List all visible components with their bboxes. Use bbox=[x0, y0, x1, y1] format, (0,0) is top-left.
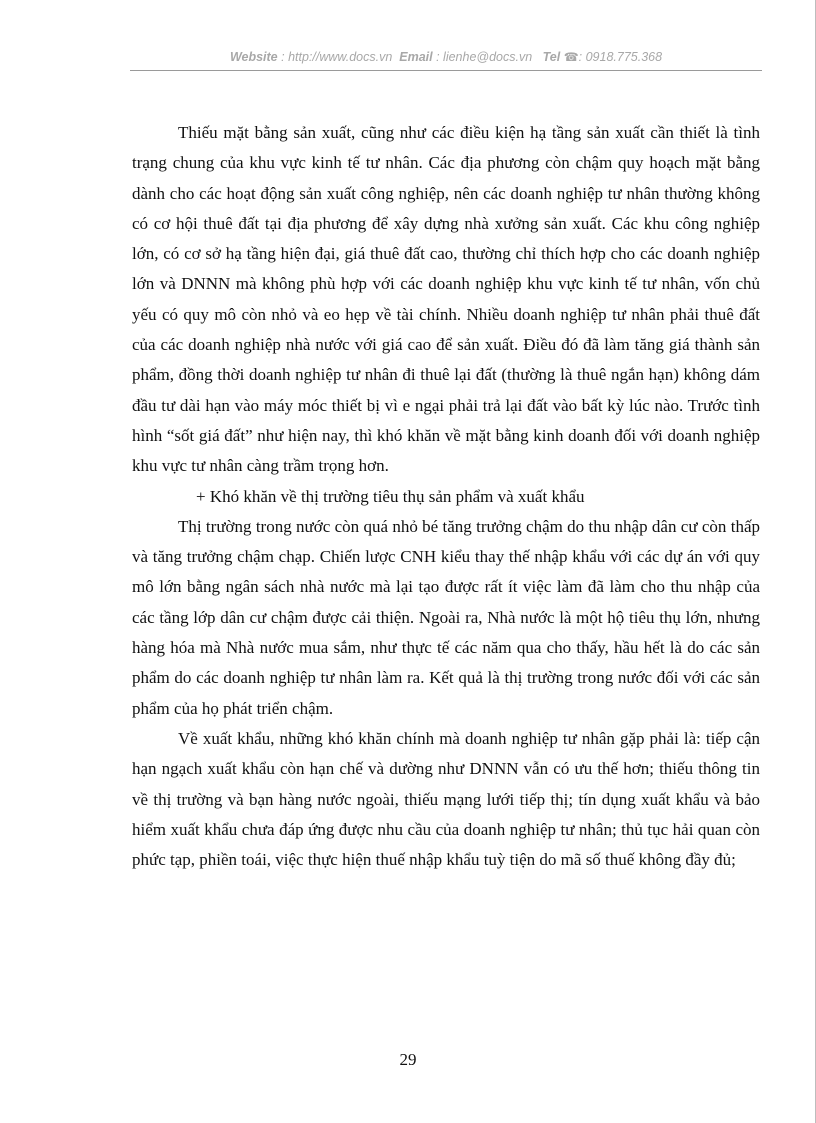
tel-value: : 0918.775.368 bbox=[578, 50, 663, 64]
phone-icon: ☎ bbox=[563, 50, 579, 64]
subheading-market-difficulty: + Khó khăn về thị trường tiêu thụ sản phẩm và xuất khẩu bbox=[196, 486, 585, 506]
website-label: Website bbox=[229, 50, 278, 64]
paragraph-export: Về xuất khẩu, những khó khăn chính mà doanh nghiệp tư nhân gặp phải là: tiếp cận hạn ngạch xuất khẩu còn hạn chế và dường như DNNN vẫn có ưu thế hơn; thiếu thông tin về thị trường và bạn hàng nước ngoài, thiếu mạng lưới tiếp thị; tín dụng xuất khẩu và bảo hiểm xuất khẩu chưa đáp ứng được nhu cầu của doanh nghiệp tư nhân; thủ tục hải quan còn phức tạp, phiền toái, việc thực hiện thuế nhập khẩu tuỳ tiện do mã số thuế không đầy đủ; bbox=[132, 728, 760, 870]
document-body bbox=[132, 118, 760, 875]
website-value: : http://www.docs.vn bbox=[281, 50, 393, 64]
tel-label: Tel bbox=[542, 50, 561, 64]
email-value: : lienhe@docs.vn bbox=[436, 50, 533, 64]
header-divider bbox=[130, 70, 762, 71]
paragraph-land-shortage: Thiếu mặt bằng sản xuất, cũng như các điều kiện hạ tầng sản xuất cần thiết là tình trạng chung của khu vực kinh tế tư nhân. Các địa phương còn chậm quy hoạch mặt bằng dành cho các hoạt động sản xuất công nghiệp, nên các doanh nghiệp tư nhân thường không có cơ hội thuê đất tại địa phương để xây dựng nhà xưởng sản xuất. Các khu công nghiệp lớn, có cơ sở hạ tầng hiện đại, giá thuê đất cao, thường chỉ thích hợp cho các doanh nghiệp lớn và DNNN mà không phù hợp với các doanh nghiệp khu vực kinh tế tư nhân, vốn chủ yếu có quy mô còn nhỏ và eo hẹp về tài chính. Nhiều doanh nghiệp tư nhân phải thuê đất của các doanh nghiệp nhà nước với giá cao để sản xuất. Điều đó đã làm tăng giá thành sản phẩm, đồng thời doanh nghiệp tư nhân đi thuê lại đất (thường là thuê ngắn hạn) không dám đầu tư dài hạn vào máy móc thiết bị vì e ngại phải trả lại đất vào bất kỳ lúc nào. Trước tình hình “sốt giá đất” như hiện nay, thì khó khăn về mặt bằng kinh doanh đối với doanh nghiệp khu vực tư nhân càng trầm trọng hơn. bbox=[132, 123, 760, 476]
email-label: Email bbox=[399, 50, 433, 64]
page-number: 29 bbox=[399, 1050, 417, 1069]
page-header bbox=[130, 50, 762, 64]
paragraph-domestic-market: Thị trường trong nước còn quá nhỏ bé tăng trưởng chậm do thu nhập dân cư còn thấp và tăng trưởng chậm chạp. Chiến lược CNH kiểu thay thế nhập khẩu với các dự án với quy mô lớn bằng ngân sách nhà nước mà lại tạo được rất ít việc làm đã làm cho thu nhập của các tầng lớp dân cư chậm được cải thiện. Ngoài ra, Nhà nước là một hộ tiêu thụ lớn, nhưng hàng hóa mà Nhà nước mua sắm, như thực tế các năm qua cho thấy, hầu hết là do các sản phẩm do các doanh nghiệp tư nhân làm ra. Kết quả là thị trường trong nước đối với các sản phẩm của họ phát triển chậm. bbox=[132, 516, 760, 718]
